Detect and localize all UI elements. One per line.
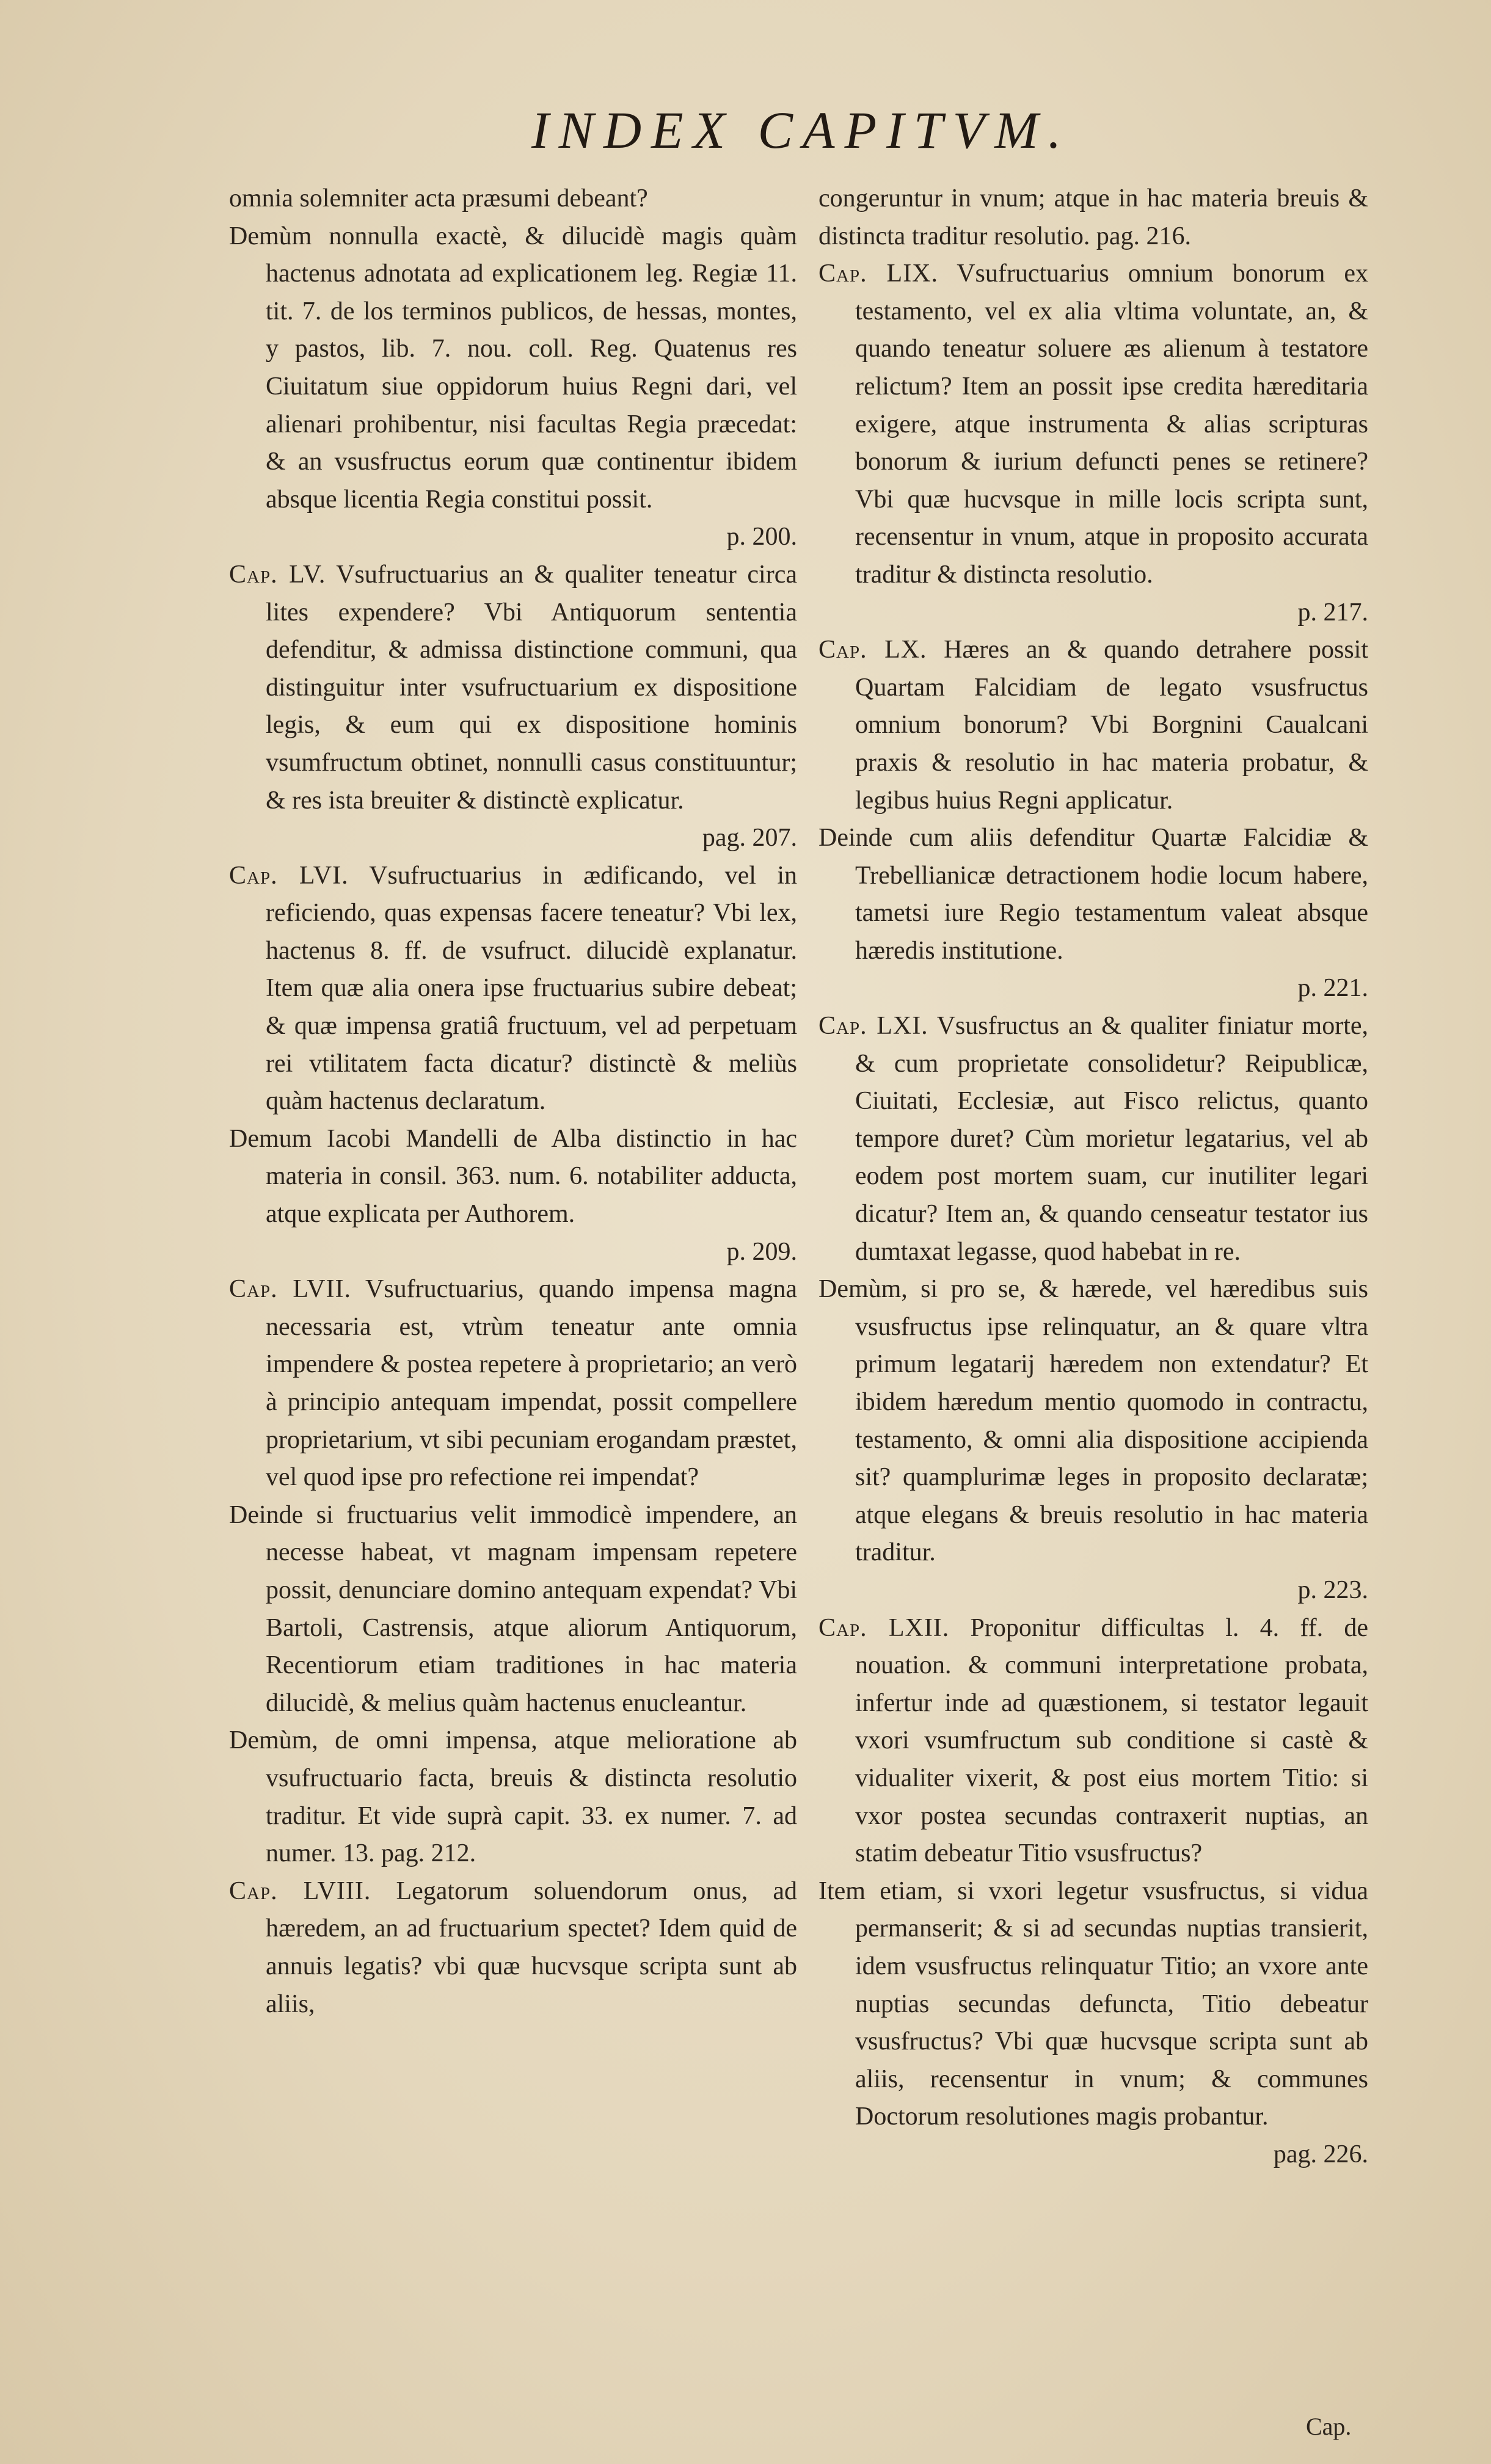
page-reference: pag. 207. — [702, 824, 797, 852]
entry-text: Demùm, de omni impensa, atque melioratione ab vsufructuario facta, breuis & distincta resolutio traditur. Et vide suprà capit. 33. ex numer. 7. ad numer. 13. pag. 212. — [229, 1726, 797, 1868]
page-reference: p. 200. — [726, 523, 797, 551]
page-reference: p. 223. — [1297, 1575, 1368, 1604]
right-column — [818, 180, 1368, 2173]
chapter-number: Cap. LXI. — [818, 1012, 928, 1041]
chapter-number: Cap. LVIII. — [229, 1877, 371, 1905]
left-column — [229, 180, 797, 2023]
index-entry — [818, 1008, 1368, 1271]
entry-text: Item etiam, si vxori legetur vsusfructus, si vidua permanserit; & si ad secundas nuptias transierit, idem vsusfructus relinquatur Titio; an vxore ante nuptias secundas defuncta, Titio debeatur vsusfructus? Vbi quæ hucvsque scripta sunt ab aliis, recensentur in vnum; & communes Doctorum resolutiones magis probantur. — [818, 1877, 1368, 2131]
entry-text: Deinde cum aliis defenditur Quartæ Falcidiæ & Trebellianicæ detractionem hodie locum habere, tametsi iure Regio testamentum valeat absque hæredis institutione. — [818, 824, 1368, 965]
page-reference: p. 209. — [726, 1237, 797, 1266]
entry-text: Vsufructuarius an & qualiter teneatur circa lites expendere? Vbi Antiquorum sententia defenditur, & admissa distinctione communi, qua distinguitur inter vsufructuarium ex dispositione legis, & eum qui ex dispositione hominis vsumfructum obtinet, nonnulli casus constituuntur; & res ista breuiter & distinctè explicatur. — [266, 560, 797, 815]
index-entry — [818, 255, 1368, 631]
entry-text: Demùm nonnulla exactè, & dilucidè magis quàm hactenus adnotata ad explicationem leg. Regiæ 11. tit. 7. de los terminos publicos, de hessas, montes, y pastos, lib. 7. nou. coll. Reg. Quatenus res Ciuitatum siue oppidorum huius Regni dari, vel alienari prohibentur, nisi facultas Regia præcedat: & an vsusfructus eorum quæ continentur ibidem absque licentia Regia constitui possit. — [229, 222, 797, 514]
page-reference: p. 217. — [1297, 598, 1368, 627]
page-reference: pag. 226. — [1273, 2140, 1368, 2168]
entry-text: Proponitur difficultas l. 4. ff. de nouation. & communi interpretatione probata, infertur inde ad quæstionem, si testator legauit vxori vsumfructum sub conditione si castè & vidualiter vixerit, & post eius mortem Titio: si vxor postea secundas contraxerit nuptias, an statim debeatur Titio vsusfructus? — [855, 1613, 1368, 1868]
index-entry — [818, 1873, 1368, 2174]
index-entry — [229, 1722, 797, 1872]
entry-text: congeruntur in vnum; atque in hac materia breuis & distincta traditur resolutio. pag. 216. — [818, 184, 1368, 250]
entry-text: Demum Iacobi Mandelli de Alba distinctio in hac materia in consil. 363. num. 6. notabiliter adducta, atque explicata per Authorem. — [229, 1124, 797, 1229]
index-entry — [229, 180, 797, 218]
page-reference: p. 221. — [1297, 974, 1368, 1003]
index-entry — [229, 1121, 797, 1271]
index-entry — [229, 1873, 797, 2023]
catchword: Cap. — [1306, 2413, 1352, 2440]
entry-text: Demùm, si pro se, & hærede, vel hæredibus suis vsusfructus ipse relinquatur, an & quare vltra primum legatarij hæredem non extendatur? Et ibidem hæredum mentio quomodo in contractu, testamento, & omni alia dispositione accipienda sit? quamplurimæ leges in proposito declaratæ; atque elegans & breuis resolutio in hac materia traditur. — [818, 1275, 1368, 1567]
index-entry — [818, 1610, 1368, 1873]
chapter-number: Cap. LXII. — [818, 1613, 950, 1642]
chapter-number: Cap. LIX. — [818, 260, 939, 288]
index-entry — [818, 1271, 1368, 1609]
index-entry — [818, 180, 1368, 255]
index-entry — [229, 556, 797, 857]
entry-text: Vsusfructus an & qualiter finiatur morte, & cum proprietate consolidetur? Reipublicæ, Ciuitati, Ecclesiæ, aut Fisco relictus, quanto tempore duret? Cùm morietur legatarius, vel ab eodem post mortem suam, cur inutiliter legari dicatur? Item an, & quando censeatur testator ius dumtaxat legasse, quod habebat in re. — [855, 1012, 1368, 1266]
index-entry — [818, 820, 1368, 1008]
entry-text: Vsufructuarius, quando impensa magna necessaria est, vtrùm teneatur ante omnia impendere & postea repetere à proprietario; an verò à principio antequam impendat, possit compellere proprietarium, vt sibi pecuniam erogandam præstet, vel quod ipse pro refectione rei impendat? — [266, 1275, 797, 1492]
entry-text: Deinde si fructuarius velit immodicè impendere, an necesse habeat, vt magnam impensam repetere possit, denunciare domino antequam expendat? Vbi Bartoli, Castrensis, atque aliorum Antiquorum, Recentiorum etiam traditiones in hac materia dilucidè, & melius quàm hactenus enucleantur. — [229, 1500, 797, 1717]
index-entry — [229, 1271, 797, 1497]
entry-text: omnia solemniter acta præsumi debeant? — [229, 184, 648, 213]
index-entry — [229, 1497, 797, 1723]
chapter-number: Cap. LVI. — [229, 861, 349, 890]
entry-text: Hæres an & quando detrahere possit Quartam Falcidiam de legato vsusfructus omnium bonorum? Vbi Borgnini Caualcani praxis & resolutio in hac materia probatur, & legibus huius Regni applicatur. — [855, 636, 1369, 815]
running-head: INDEX CAPITVM. — [531, 101, 1071, 159]
entry-text: Vsufructuarius omnium bonorum ex testamento, vel ex alia vltima voluntate, an, & quando teneatur soluere æs alienum à testatore relictum? Item an possit ipse credita hæreditaria exigere, atque instrumenta & alias scripturas bonorum & iurium defuncti penes se retinere? Vbi quæ hucvsque in mille locis scripta sunt, recensentur in vnum, atque in proposito accurata traditur & distincta resolutio. — [855, 260, 1368, 589]
index-entry — [229, 857, 797, 1121]
chapter-number: Cap. LVII. — [229, 1275, 351, 1304]
entry-text: Legatorum soluendorum onus, ad hæredem, an ad fructuarium spectet? Idem quid de annuis legatis? vbi quæ hucvsque scripta sunt ab aliis, — [266, 1877, 797, 2018]
chapter-number: Cap. LV. — [229, 560, 326, 589]
index-entry — [818, 631, 1368, 820]
chapter-number: Cap. LX. — [818, 636, 927, 664]
entry-text: Vsufructuarius in ædificando, vel in reficiendo, quas expensas facere teneatur? Vbi lex, hactenus 8. ff. de vsufruct. dilucidè explanatur. Item quæ alia onera ipse fructuarius subire debeat; & quæ impensa gratiâ fructuum, vel ad perpetuam rei vtilitatem facta dicatur? distinctè & meliùs quàm hactenus declaratum. — [266, 861, 798, 1116]
index-entry — [229, 218, 797, 556]
